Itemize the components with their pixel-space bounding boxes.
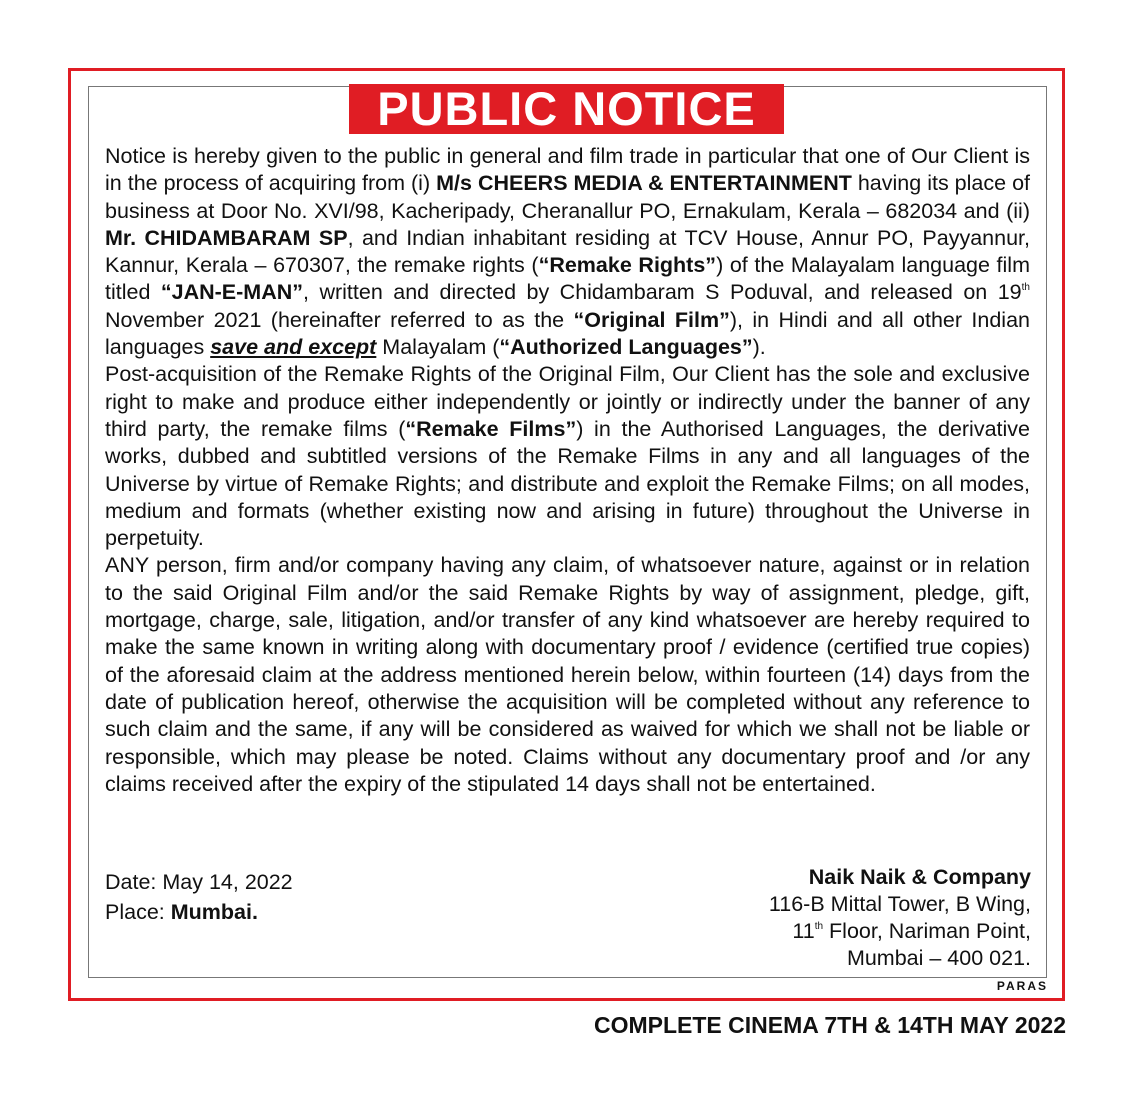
notice-title: PUBLIC NOTICE: [349, 84, 784, 134]
film-title: “JAN-E-MAN”: [160, 280, 304, 305]
paragraph-rights: Post-acquisition of the Remake Rights of the Original Film, Our Client has the sole and exclusive right to make and produce either independently or jointly or indirectly under the banner of any third party, the remake films (“Remake Films”) in the Authorised Languages, the derivative works, dubbed and subtitled versions of the Remake Films in any and all languages of the Universe by virtue of Remake Rights; and distribute and exploit the Remake Films; on all modes, medium and formats (whether existing now and arising in future) throughout the Universe in perpetuity.: [105, 362, 1030, 551]
remake-films-term: “Remake Films”: [405, 416, 577, 441]
company-address: [769, 864, 1031, 972]
company-name: Naik Naik & Company: [808, 865, 1031, 889]
original-film-term: “Original Film”: [573, 307, 730, 332]
address-line-3: Mumbai – 400 021.: [846, 946, 1031, 970]
notice-place: Place: Mumbai.: [105, 900, 258, 924]
notice-body: [105, 143, 1030, 798]
seller-1-name: M/s CHEERS MEDIA & ENTERTAINMENT: [436, 171, 852, 196]
authorized-languages-term: “Authorized Languages”: [499, 335, 753, 360]
address-line-2: 11th Floor, Nariman Point,: [792, 919, 1031, 943]
publication-footer: COMPLETE CINEMA 7TH & 14TH MAY 2022: [593, 1012, 1066, 1038]
save-and-except: save and except: [210, 335, 377, 360]
agency-mark: PARAS: [996, 979, 1048, 993]
notice-date: Date: May 14, 2022: [105, 870, 293, 894]
paragraph-acquisition: Notice is hereby given to the public in general and film trade in particular that one of Our Client is in the process of acquiring from (i) M/s CHEERS MEDIA & ENTERTAINMENT having its place of business at Door No. XVI/98, Kacheripady, Cheranallur PO, Ernakulam, Kerala – 682034 and (ii) Mr. CHIDAMBARAM SP, and Indian inhabitant residing at TCV House, Annur PO, Payyannur, Kannur, Kerala – 670307, the remake rights (“Remake Rights”) of the Malayalam language film titled “JAN-E-MAN”, written and directed by Chidambaram S Poduval, and released on 19th November 2021 (hereinafter referred to as the “Original Film”), in Hindi and all other Indian languages save and except Malayalam (“Authorized Languages”).: [105, 144, 1031, 360]
address-line-1: 116-B Mittal Tower, B Wing,: [768, 892, 1031, 916]
remake-rights-term: “Remake Rights”: [538, 253, 717, 278]
seller-2-name: Mr. CHIDAMBARAM SP: [105, 225, 348, 250]
date-place-block: [105, 867, 293, 927]
paragraph-claims: ANY person, firm and/or company having any claim, of whatsoever nature, against or in relation to the said Original Film and/or the said Remake Rights by way of assignment, pledge, gift, mortgage, charge, sale, litigation, and/or transfer of any kind whatsoever are hereby required to make the same known in writing along with documentary proof / evidence (certified true copies) of the aforesaid claim at the address mentioned herein below, within fourteen (14) days from the date of publication hereof, otherwise the acquisition will be completed without any reference to such claim and the same, if any will be considered as waived for which we shall not be liable or responsible, which may please be noted. Claims without any documentary proof and /or any claims received after the expiry of the stipulated 14 days shall not be entertained.: [105, 553, 1030, 796]
